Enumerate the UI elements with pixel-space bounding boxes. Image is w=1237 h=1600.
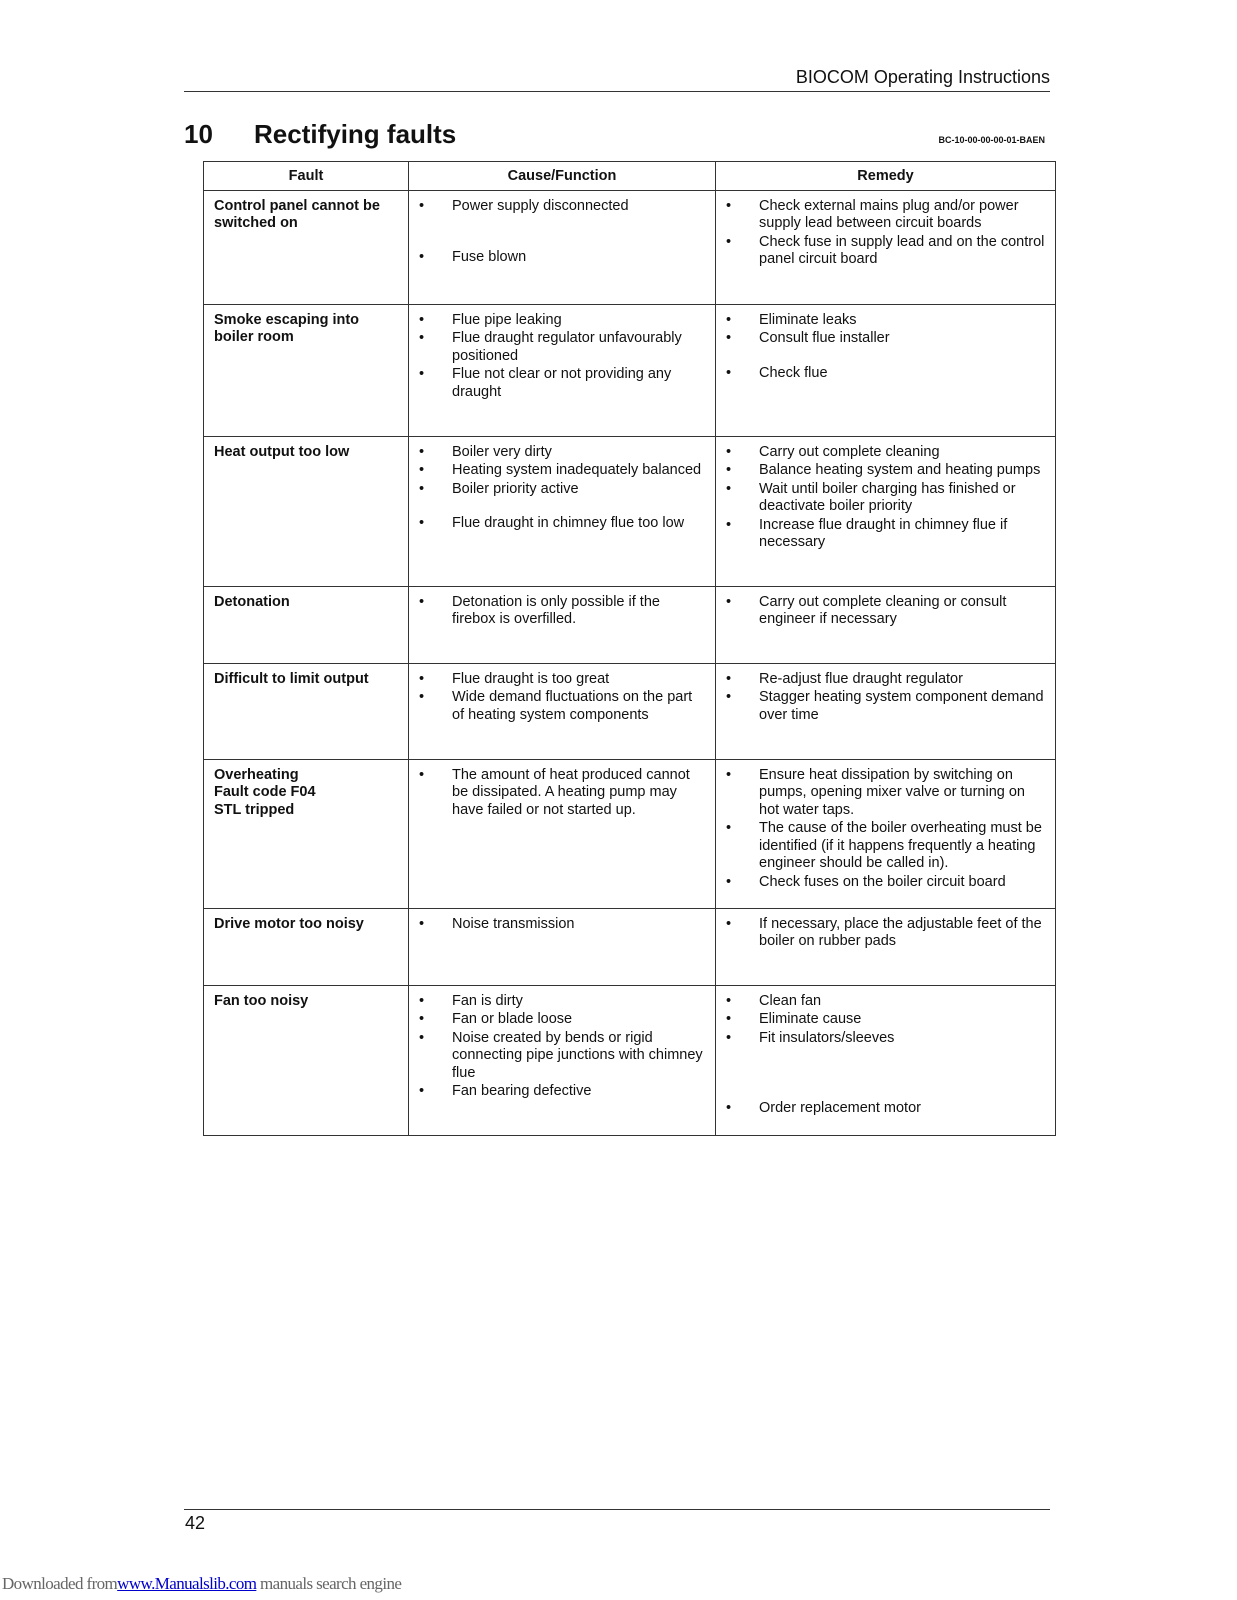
cause-cell: [409, 663, 716, 759]
fault-text: Control panel cannot be: [214, 197, 380, 214]
remedy-cell: [716, 663, 1056, 759]
remedy-item: • Fit insulators/sleeves: [726, 1030, 1045, 1048]
cause-item: • Boiler very dirty: [419, 444, 705, 462]
remedy-item: • The cause of the boiler overheating must be identified (if it happens frequently a heating engineer should be called in).: [726, 820, 1045, 873]
document-code: BC-10-00-00-00-01-BAEN: [938, 135, 1045, 145]
running-header: BIOCOM Operating Instructions: [795, 67, 1050, 87]
column-header-cause: Cause/Function: [409, 162, 716, 191]
remedy-item: • Increase flue draught in chimney flue if necessary: [726, 517, 1045, 552]
fault-text: Fault code F04: [214, 784, 316, 800]
remedy-item: • Carry out complete cleaning or consult engineer if necessary: [726, 594, 1045, 629]
fault-text: Detonation: [214, 593, 290, 610]
cause-item: • Noise created by bends or rigid connecting pipe junctions with chimney flue: [419, 1030, 705, 1083]
cause-item: • Flue draught regulator unfavourably positioned: [419, 330, 705, 365]
remedy-item: • Eliminate cause: [726, 1011, 1045, 1029]
fault-cell: [204, 436, 409, 586]
column-header-fault: Fault: [204, 162, 409, 191]
fault-cell: [204, 586, 409, 663]
remedy-item: • Eliminate leaks: [726, 312, 1045, 330]
remedy-cell: [716, 908, 1056, 985]
fault-text: Overheating: [214, 766, 299, 783]
fault-text: Fan too noisy: [214, 992, 309, 1009]
table-row: [204, 663, 1056, 759]
table-row: [204, 586, 1056, 663]
cause-item: • Flue not clear or not providing any draught: [419, 366, 705, 401]
fault-text: Heat output too low: [214, 443, 350, 460]
cause-item: • Noise transmission: [419, 916, 705, 934]
fault-text: switched on: [214, 215, 298, 231]
faults-table: [203, 161, 1056, 1136]
watermark-suffix: manuals search engine: [256, 1574, 402, 1593]
remedy-item: • Re-adjust flue draught regulator: [726, 671, 1045, 689]
cause-cell: [409, 436, 716, 586]
column-header-remedy: Remedy: [716, 162, 1056, 191]
cause-item: • The amount of heat produced cannot be dissipated. A heating pump may have failed or not started up.: [419, 767, 705, 820]
fault-cell: [204, 190, 409, 304]
watermark-prefix: Downloaded from: [2, 1574, 118, 1593]
cause-item: • Fan or blade loose: [419, 1011, 705, 1029]
remedy-item: • Ensure heat dissipation by switching on pumps, opening mixer valve or turning on hot water taps.: [726, 767, 1045, 820]
remedy-item: • Check external mains plug and/or power supply lead between circuit boards: [726, 198, 1045, 233]
remedy-cell: [716, 759, 1056, 908]
cause-item: • Fan bearing defective: [419, 1083, 705, 1101]
remedy-item: • Check fuses on the boiler circuit board: [726, 874, 1045, 892]
cause-cell: [409, 190, 716, 304]
manualslib-link[interactable]: www.Manualslib.com: [117, 1574, 257, 1593]
cause-item: • Fuse blown: [419, 249, 705, 267]
section-title: Rectifying faults: [254, 119, 457, 149]
remedy-item: • Balance heating system and heating pumps: [726, 462, 1045, 480]
remedy-item: • Clean fan: [726, 993, 1045, 1011]
download-watermark: [2, 1574, 401, 1594]
cause-item: • Boiler priority active: [419, 481, 705, 499]
header-rule: [184, 91, 1050, 92]
table-row: [204, 190, 1056, 304]
fault-cell: [204, 663, 409, 759]
remedy-item: • Wait until boiler charging has finished or deactivate boiler priority: [726, 481, 1045, 516]
remedy-item: • Check flue: [726, 365, 1045, 383]
remedy-item: • Order replacement motor: [726, 1100, 1045, 1118]
remedy-item: • Check fuse in supply lead and on the control panel circuit board: [726, 234, 1045, 269]
remedy-cell: [716, 436, 1056, 586]
cause-item: • Fan is dirty: [419, 993, 705, 1011]
cause-item: • Power supply disconnected: [419, 198, 705, 216]
page-number: 42: [185, 1513, 206, 1533]
cause-cell: [409, 759, 716, 908]
cause-cell: [409, 586, 716, 663]
cause-item: • Flue draught in chimney flue too low: [419, 515, 705, 533]
remedy-cell: [716, 586, 1056, 663]
table-header-row: [204, 162, 1056, 191]
fault-cell: [204, 759, 409, 908]
cause-cell: [409, 985, 716, 1135]
fault-text: Difficult to limit output: [214, 670, 369, 687]
fault-text: Smoke escaping into: [214, 311, 360, 328]
footer-rule: [184, 1509, 1050, 1510]
table-row: [204, 985, 1056, 1135]
section-number: 10: [184, 119, 213, 149]
remedy-item: • Carry out complete cleaning: [726, 444, 1045, 462]
cause-item: • Flue pipe leaking: [419, 312, 705, 330]
table-row: [204, 436, 1056, 586]
remedy-item: • Consult flue installer: [726, 330, 1045, 348]
remedy-cell: [716, 304, 1056, 436]
fault-cell: [204, 985, 409, 1135]
remedy-cell: [716, 985, 1056, 1135]
cause-item: • Flue draught is too great: [419, 671, 705, 689]
remedy-item: • Stagger heating system component demand over time: [726, 689, 1045, 724]
cause-item: • Detonation is only possible if the firebox is overfilled.: [419, 594, 705, 629]
fault-text: Drive motor too noisy: [214, 915, 364, 932]
fault-cell: [204, 908, 409, 985]
fault-text: STL tripped: [214, 801, 295, 818]
remedy-cell: [716, 190, 1056, 304]
table-row: [204, 759, 1056, 908]
cause-cell: [409, 304, 716, 436]
cause-item: • Wide demand fluctuations on the part of heating system components: [419, 689, 705, 724]
table-row: [204, 304, 1056, 436]
remedy-item: • If necessary, place the adjustable feet of the boiler on rubber pads: [726, 916, 1045, 951]
cause-item: • Heating system inadequately balanced: [419, 462, 705, 480]
cause-cell: [409, 908, 716, 985]
fault-cell: [204, 304, 409, 436]
table-row: [204, 908, 1056, 985]
fault-text: boiler room: [214, 329, 294, 345]
